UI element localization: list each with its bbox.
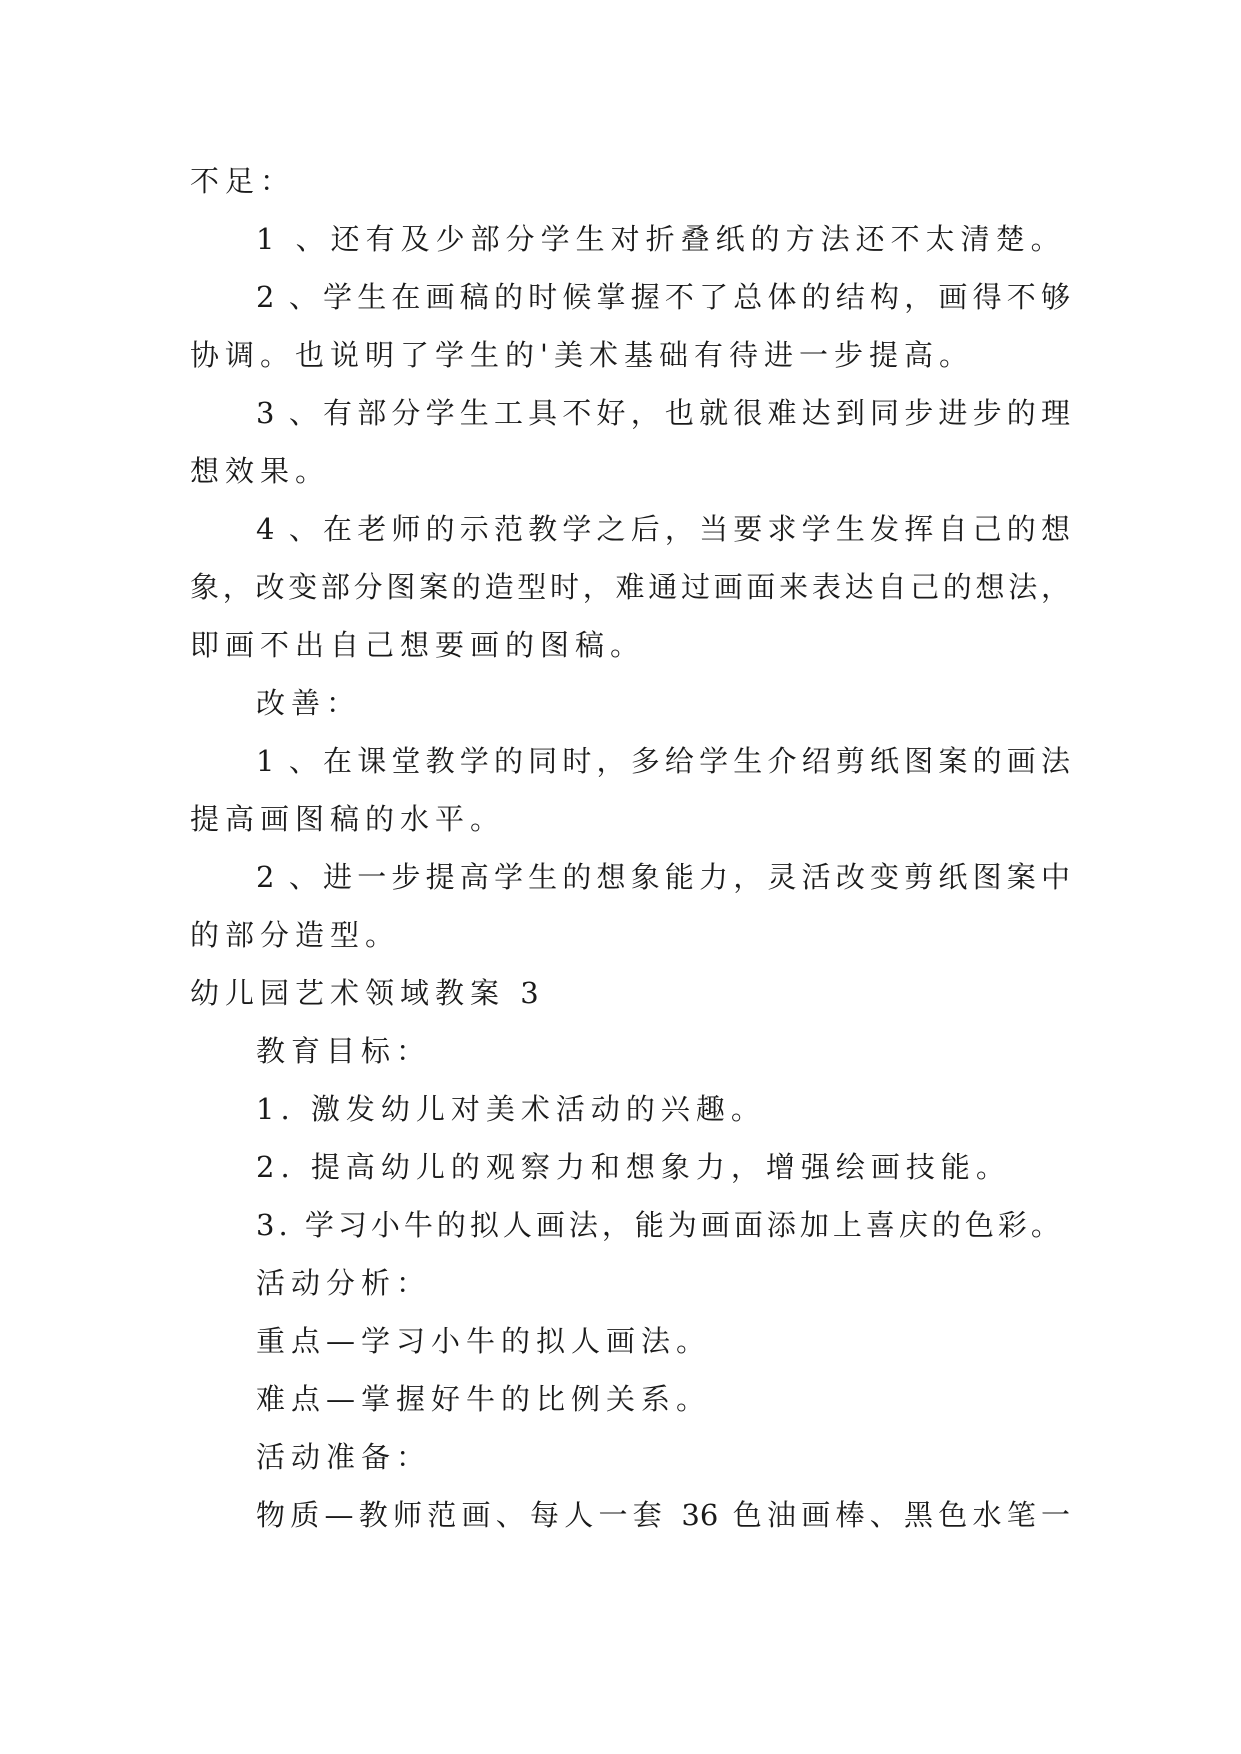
- improvement-item-2-line-1: 2 、进一步提高学生的想象能力，灵活改变剪纸图案中: [256, 860, 1070, 894]
- section-heading-objectives: 教育目标：: [256, 1034, 432, 1068]
- preparation-materials-line-1: 物质—教师范画、每人一套 36 色油画棒、黑色水笔一: [256, 1498, 1070, 1532]
- analysis-difficulty: 难点—掌握好牛的比例关系。: [256, 1382, 712, 1416]
- section-heading-analysis: 活动分析：: [256, 1266, 432, 1300]
- shortcoming-item-3-line-2: 想效果。: [190, 454, 331, 488]
- shortcoming-item-4-line-3: 即画不出自己想要画的图稿。: [190, 628, 646, 662]
- shortcoming-item-1: 1 、还有及少部分学生对折叠纸的方法还不太清楚。: [256, 222, 1066, 256]
- shortcoming-item-4-line-1: 4 、在老师的示范教学之后，当要求学生发挥自己的想: [256, 512, 1070, 546]
- shortcoming-item-3-line-1: 3 、有部分学生工具不好，也就很难达到同步进步的理: [256, 396, 1070, 430]
- section-heading-improvement: 改善：: [256, 686, 362, 720]
- objective-item-3: 3. 学习小牛的拟人画法，能为画面添加上喜庆的色彩。: [256, 1208, 1064, 1242]
- shortcoming-item-2-line-1: 2 、学生在画稿的时候掌握不了总体的结构，画得不够: [256, 280, 1070, 314]
- objective-item-1: 1. 激发幼儿对美术活动的兴趣。: [256, 1092, 766, 1126]
- lesson-plan-title: 幼儿园艺术领域教案 3: [190, 976, 545, 1010]
- improvement-item-1-line-2: 提高画图稿的水平。: [190, 802, 506, 836]
- improvement-item-2-line-2: 的部分造型。: [190, 918, 401, 952]
- section-heading-preparation: 活动准备：: [256, 1440, 432, 1474]
- shortcoming-item-4-line-2: 象，改变部分图案的造型时，难通过画面来表达自己的想法，: [190, 570, 1070, 604]
- shortcoming-item-2-line-2: 协调。也说明了学生的'美术基础有待进一步提高。: [190, 338, 974, 372]
- objective-item-2: 2. 提高幼儿的观察力和想象力，增强绘画技能。: [256, 1150, 1011, 1184]
- section-heading-shortcomings: 不足：: [190, 164, 296, 198]
- improvement-item-1-line-1: 1 、在课堂教学的同时，多给学生介绍剪纸图案的画法: [256, 744, 1070, 778]
- analysis-key-point: 重点—学习小牛的拟人画法。: [256, 1324, 712, 1358]
